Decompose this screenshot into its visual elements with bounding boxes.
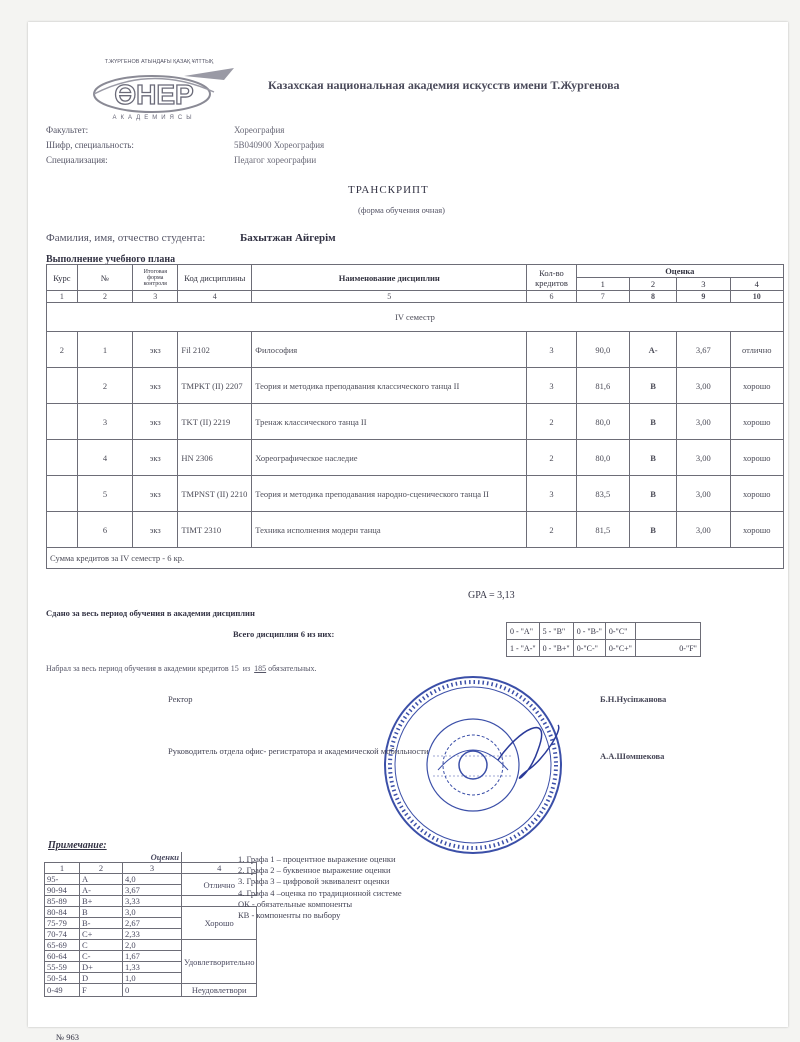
header-name: Наименование дисциплин [252,265,527,291]
scale-pct: 60-64 [45,951,80,962]
header-code: Код дисциплины [178,265,252,291]
row-credits: 3 [527,368,576,404]
scale-points: 3,67 [123,885,182,896]
row-traditional: хорошо [730,512,783,548]
row-letter: B [629,476,676,512]
row-course [47,512,78,548]
column-number-row [47,291,784,303]
scale-points: 3,33 [123,896,182,907]
scale-header-row [45,852,257,863]
row-number: 5 [77,476,132,512]
scale-letter: F [80,984,123,997]
semester-row [47,303,784,332]
row-name: Теория и методика преподавания народно-сценического танца II [252,476,527,512]
scale-letter: B+ [80,896,123,907]
row-credits: 2 [527,404,576,440]
colnum: 4 [178,291,252,303]
row-control-form: экз [133,512,178,548]
colnum: 7 [576,291,629,303]
credits-mid: из [242,664,251,673]
row-percent: 80,0 [576,404,629,440]
scale-row [45,896,257,907]
grade-count-table [506,622,701,657]
scale-pct: 50-54 [45,973,80,984]
row-code: TMPKT (II) 2207 [178,368,252,404]
row-points: 3,00 [677,476,730,512]
row-traditional: отлично [730,332,783,368]
note-line: 2. Графа 2 – буквенное выражение оценки [238,865,391,876]
row-number: 6 [77,512,132,548]
row-percent: 81,6 [576,368,629,404]
scale-points: 1,33 [123,962,182,973]
row-letter: B [629,440,676,476]
row-points: 3,00 [677,368,730,404]
registrar-label: Руководитель отдела офис- регистратора и академической мобильности [168,746,429,756]
scale-traditional: Неудовлетвори [182,984,257,997]
row-code: HN 2306 [178,440,252,476]
scale-traditional: Удовлетворительно [182,940,257,984]
row-percent: 81,5 [576,512,629,548]
scale-points: 3,0 [123,907,182,918]
total-disciplines: Всего дисциплин 6 из них: [233,629,335,639]
student-name: Бахытжан Айгерім [240,232,336,244]
colnum: 2 [77,291,132,303]
scale-colnum: 3 [123,863,182,874]
header-g1: 1 [576,278,629,291]
scale-row [45,940,257,951]
logo-text-top: Т.ЖҮРГЕНОВ АТЫНДАҒЫ ҚАЗАҚ ҰЛТТЫҚ [104,59,214,65]
grade-count-row [507,640,701,657]
scale-letter: B [80,907,123,918]
scale-letter: C [80,940,123,951]
row-traditional: хорошо [730,440,783,476]
student-label: Фамилия, имя, отчество студента: [46,232,206,244]
row-course [47,404,78,440]
credit-sum: Сумма кредитов за IV семестр - 6 кр. [47,548,784,569]
specialization-label: Специализация: [46,155,108,165]
header-course: Курс [47,265,78,291]
row-number: 1 [77,332,132,368]
row-control-form: экз [133,368,178,404]
table-row [47,440,784,476]
row-name: Тренаж классического танца II [252,404,527,440]
grade-count: 1 - "A-" [507,640,540,657]
scale-letter: C- [80,951,123,962]
table-row [47,512,784,548]
academy-logo [74,54,244,122]
row-code: TKT (II) 2219 [178,404,252,440]
scale-points: 2,33 [123,929,182,940]
document-number: № 963 [56,1032,79,1042]
faculty-label: Факультет: [46,125,89,135]
scale-pct: 90-94 [45,885,80,896]
scale-traditional: Хорошо [182,907,257,940]
row-control-form: экз [133,476,178,512]
row-credits: 2 [527,512,576,548]
grade-count-row [507,623,701,640]
colnum: 9 [677,291,730,303]
header-row [47,265,784,278]
row-percent: 80,0 [576,440,629,476]
scale-points: 1,0 [123,973,182,984]
logo-word: ӨНЕР [114,79,194,110]
row-traditional: хорошо [730,476,783,512]
header-g3: 3 [677,278,730,291]
academy-title: Казахская национальная академия искусств имени Т.Жургенова [268,78,620,92]
note-line: 3. Графа 3 – цифровой эквивалент оценки [238,876,390,887]
note-line: 1. Графа 1 – процентное выражение оценки [238,854,396,864]
faculty-value: Хореография [234,125,285,135]
plan-caption: Выполнение учебного плана [46,254,176,265]
scale-pct: 0-49 [45,984,80,997]
scale-colnum: 2 [80,863,123,874]
header-g4: 4 [730,278,783,291]
official-stamp [378,670,568,860]
table-row [47,368,784,404]
scale-numbers-row [45,863,257,874]
row-control-form: экз [133,332,178,368]
row-percent: 83,5 [576,476,629,512]
notes-title: Примечание: [48,840,107,851]
row-points: 3,00 [677,512,730,548]
table-row [47,404,784,440]
grade-count: 0-"F" [635,640,700,657]
specialization-value: Педагог хореографии [234,155,317,165]
scale-pct: 75-79 [45,918,80,929]
scale-colnum: 1 [45,863,80,874]
scale-header: Оценки [45,852,182,863]
gpa-value: GPA = 3,13 [468,590,515,601]
logo-text-bottom: АКАДЕМИЯСЫ [112,115,196,121]
row-code: Fil 2102 [178,332,252,368]
row-code: TMPNST (II) 2210 [178,476,252,512]
grade-count: 0-"C+" [605,640,635,657]
colnum: 10 [730,291,783,303]
row-name: Техника исполнения модерн танца [252,512,527,548]
note-line: ОК - обязательные компоненты [238,898,353,909]
grade-scale-table [44,852,257,997]
credits-earned: 15 [230,664,239,673]
grade-count: 0 - "B+" [539,640,573,657]
row-control-form: экз [133,404,178,440]
row-course [47,368,78,404]
row-name: Философия [252,332,527,368]
scale-points: 2,67 [123,918,182,929]
row-name: Хореографическое наследие [252,440,527,476]
scale-pct: 65-69 [45,940,80,951]
scale-letter: A- [80,885,123,896]
colnum: 5 [252,291,527,303]
grade-count [635,623,700,640]
scale-points: 0 [123,984,182,997]
scale-colnum: 4 [182,863,257,874]
semester-label: IV семестр [47,303,784,332]
row-course: 2 [47,332,78,368]
scale-letter: C+ [80,929,123,940]
row-letter: B [629,368,676,404]
row-number: 4 [77,440,132,476]
row-course [47,476,78,512]
scale-traditional: Отлично [182,874,257,896]
transcript-page [28,22,788,1042]
row-credits: 2 [527,440,576,476]
row-credits: 3 [527,332,576,368]
scale-pct: 70-74 [45,929,80,940]
scale-letter: B- [80,918,123,929]
row-code: TIMT 2310 [178,512,252,548]
row-points: 3,00 [677,404,730,440]
passed-caption: Сдано за весь период обучения в академии дисциплин [46,608,255,618]
row-course [47,440,78,476]
colnum: 8 [629,291,676,303]
table-row [47,332,784,368]
registrar-name: А.А.Шомшекова [600,751,665,761]
header-number: № [77,265,132,291]
scale-pct: 95- [45,874,80,885]
rector-name: Б.Н.Нусіпжанова [600,694,667,704]
row-traditional: хорошо [730,404,783,440]
specialty-label: Шифр, специальность: [46,140,134,150]
colnum: 1 [47,291,78,303]
scale-pct: 85-89 [45,896,80,907]
scale-pct: 55-59 [45,962,80,973]
grade-count: 0 - "A" [507,623,540,640]
header-grade: Оценка [576,265,783,278]
row-letter: A- [629,332,676,368]
row-number: 3 [77,404,132,440]
scale-letter: A [80,874,123,885]
row-traditional: хорошо [730,368,783,404]
credits-prefix: Набрал за весь период обучения в академии кредитов [46,664,229,673]
scale-points: 2,0 [123,940,182,951]
row-credits: 3 [527,476,576,512]
rector-label: Ректор [168,694,193,704]
row-letter: B [629,512,676,548]
header-g2: 2 [629,278,676,291]
grade-count: 0-"C-" [573,640,605,657]
scale-row [45,984,257,997]
table-row [47,476,784,512]
form-note: (форма обучения очная) [358,205,445,215]
grade-count: 0 - "B-" [573,623,605,640]
scale-letter: D+ [80,962,123,973]
credits-suffix: обязательных. [268,664,317,673]
grade-count: 5 - "B" [539,623,573,640]
scale-body [45,874,257,997]
grade-count: 0-"C" [605,623,635,640]
header-credits: Кол-во кредитов [527,265,576,291]
credits-required: 185 [254,664,267,673]
scale-row [45,874,257,885]
scale-row [45,907,257,918]
colnum: 3 [133,291,178,303]
row-percent: 90,0 [576,332,629,368]
scale-pct: 80-84 [45,907,80,918]
grades-table [46,264,784,569]
table-body [47,332,784,548]
row-points: 3,67 [677,332,730,368]
credit-sum-row [47,548,784,569]
credits-line [46,664,317,673]
specialty-value: 5В040900 Хореография [234,140,325,150]
scale-letter: D [80,973,123,984]
row-control-form: экз [133,440,178,476]
row-number: 2 [77,368,132,404]
note-line: КВ - компоненты по выбору [238,910,341,921]
row-points: 3,00 [677,440,730,476]
document-title: ТРАНСКРИПТ [348,184,429,196]
row-name: Теория и методика преподавания классического танца II [252,368,527,404]
notes-list [238,854,402,921]
scale-points: 4,0 [123,874,182,885]
row-letter: B [629,404,676,440]
header-control-form: Итоговая форма контроля [133,265,178,291]
note-line: 4. Графа 4 –оценка по традиционной системе [238,887,402,898]
scale-points: 1,67 [123,951,182,962]
colnum: 6 [527,291,576,303]
